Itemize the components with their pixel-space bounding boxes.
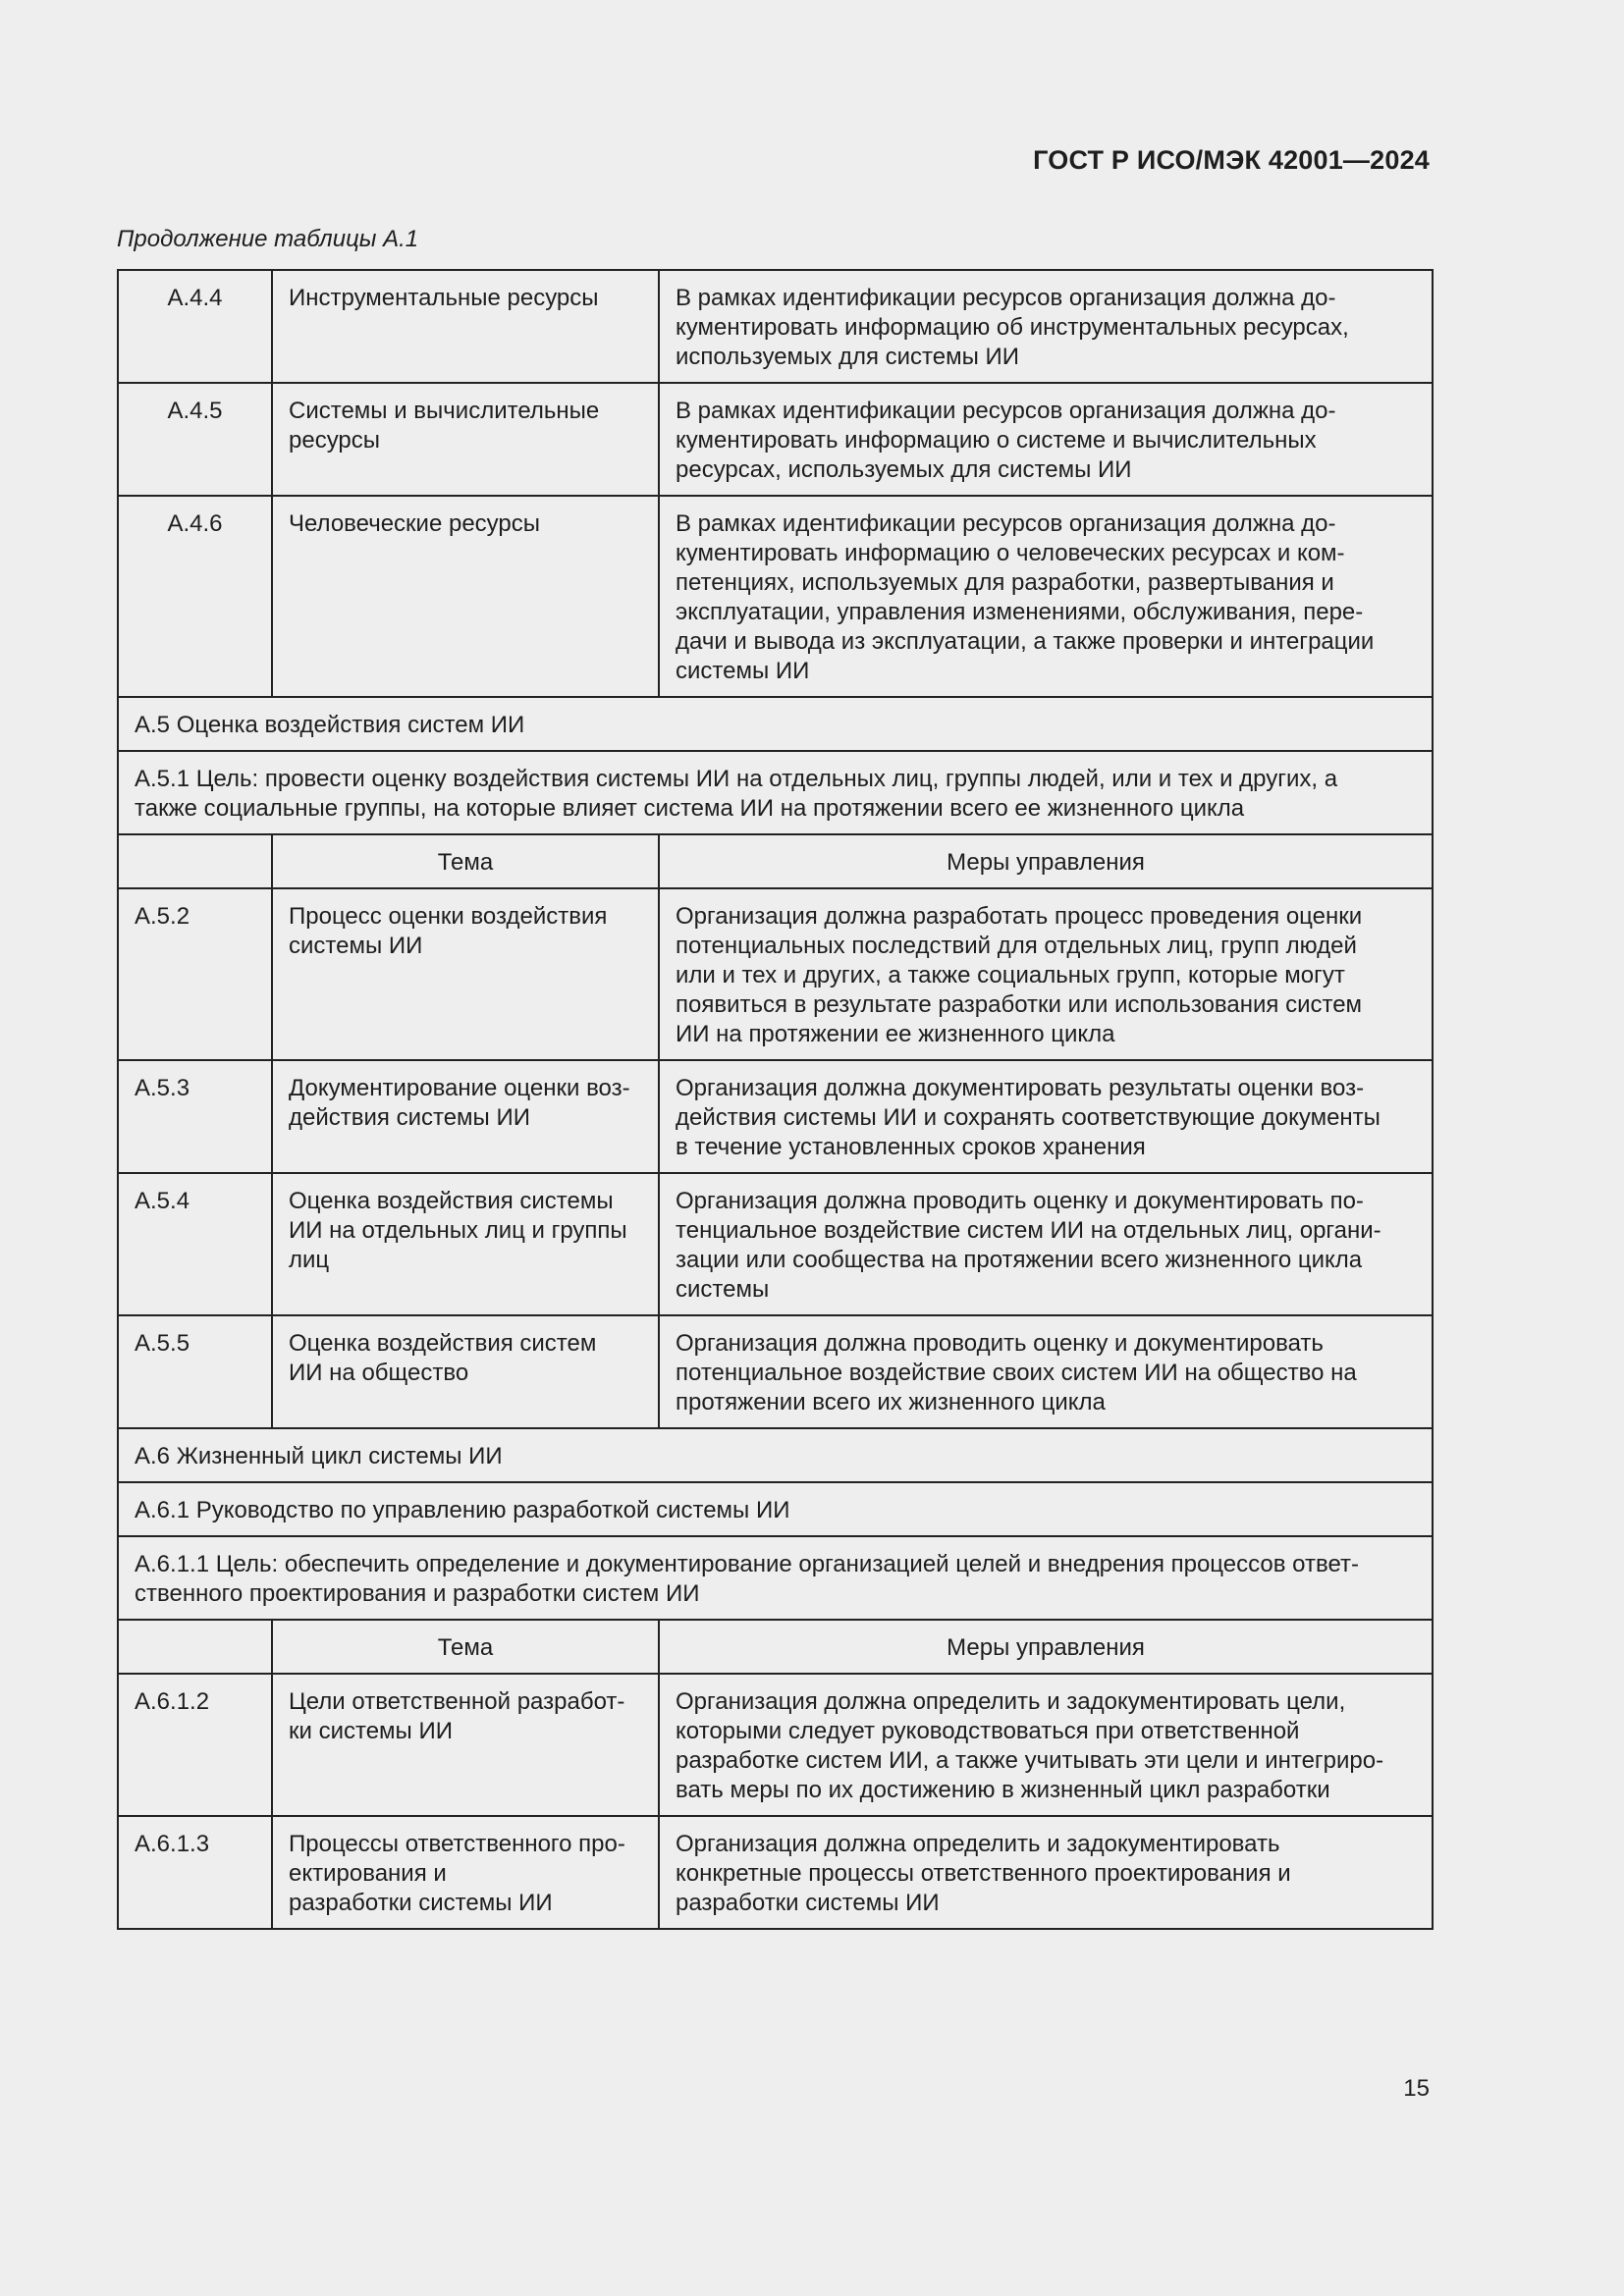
header-empty-cell — [118, 1620, 272, 1674]
control-topic-cell: Инструментальные ресурсы — [272, 270, 659, 383]
table-row — [118, 383, 1433, 496]
table-row — [118, 270, 1433, 383]
column-header-row — [118, 834, 1433, 888]
control-topic-cell: Цели ответственной разработ- ки системы ИИ — [272, 1674, 659, 1816]
controls-table — [117, 269, 1434, 1930]
control-topic-cell: Человеческие ресурсы — [272, 496, 659, 697]
column-header-row — [118, 1620, 1433, 1674]
control-topic-cell: Оценка воздействия системы ИИ на отдельных лиц и группы лиц — [272, 1173, 659, 1315]
control-measure-cell: Организация должна разработать процесс проведения оценки потенциальных последствий для отдельных лиц, групп людей или и тех и других, а также социальных групп, которые могут появиться в результате разработки или использования систем ИИ на протяжении ее жизненного цикла — [659, 888, 1433, 1060]
control-number-cell: А.6.1.2 — [118, 1674, 272, 1816]
table-row — [118, 1674, 1433, 1816]
table-row — [118, 1173, 1433, 1315]
control-number-cell: А.5.2 — [118, 888, 272, 1060]
control-measure-cell: Организация должна документировать результаты оценки воз- действия системы ИИ и сохранять соответствующие документы в течение установленных сроков хранения — [659, 1060, 1433, 1173]
section-row — [118, 1536, 1433, 1620]
section-row — [118, 1482, 1433, 1536]
control-topic-cell: Системы и вычислительные ресурсы — [272, 383, 659, 496]
section-row — [118, 751, 1433, 834]
control-number-cell: А.5.3 — [118, 1060, 272, 1173]
control-topic-cell: Оценка воздействия систем ИИ на общество — [272, 1315, 659, 1428]
header-topic-cell: Тема — [272, 1620, 659, 1674]
section-heading-cell: А.5.1 Цель: провести оценку воздействия системы ИИ на отдельных лиц, группы людей, или и тех и других, а также социальные группы, на которые влияет система ИИ на протяжении всего ее жизненного цикла — [118, 751, 1433, 834]
control-number-cell: А.4.6 — [118, 496, 272, 697]
header-measures-cell: Меры управления — [659, 1620, 1433, 1674]
document-designation: ГОСТ Р ИСО/МЭК 42001—2024 — [1033, 145, 1430, 175]
control-topic-cell: Документирование оценки воз- действия системы ИИ — [272, 1060, 659, 1173]
control-number-cell: А.6.1.3 — [118, 1816, 272, 1929]
control-number-cell: А.5.5 — [118, 1315, 272, 1428]
section-heading-cell: А.6.1.1 Цель: обеспечить определение и документирование организацией целей и внедрения процессов ответ- ственного проектирования и разработки систем ИИ — [118, 1536, 1433, 1620]
control-topic-cell: Процессы ответственного про- ектирования и разработки системы ИИ — [272, 1816, 659, 1929]
control-number-cell: А.5.4 — [118, 1173, 272, 1315]
control-measure-cell: Организация должна определить и задокументировать конкретные процессы ответственного проектирования и разработки системы ИИ — [659, 1816, 1433, 1929]
control-topic-cell: Процесс оценки воздействия системы ИИ — [272, 888, 659, 1060]
control-measure-cell: В рамках идентификации ресурсов организация должна до- кументировать информацию о системе и вычислительных ресурсах, используемых для системы ИИ — [659, 383, 1433, 496]
control-measure-cell: Организация должна проводить оценку и документировать потенциальное воздействие своих систем ИИ на общество на протяжении всего их жизненного цикла — [659, 1315, 1433, 1428]
table-row — [118, 1315, 1433, 1428]
header-measures-cell: Меры управления — [659, 834, 1433, 888]
control-number-cell: А.4.4 — [118, 270, 272, 383]
control-measure-cell: В рамках идентификации ресурсов организация должна до- кументировать информацию о человеческих ресурсах и ком- петенциях, используемых для разработки, развертывания и эксплуатации, управления изменениями, обслуживания, пере- дачи и вывода из эксплуатации, а также проверки и интеграции системы ИИ — [659, 496, 1433, 697]
section-row — [118, 697, 1433, 751]
control-measure-cell: Организация должна определить и задокументировать цели, которыми следует руководствоваться при ответственной разработке систем ИИ, а также учитывать эти цели и интегриро- вать меры по их достижению в жизненный цикл разработки — [659, 1674, 1433, 1816]
section-heading-cell: А.5 Оценка воздействия систем ИИ — [118, 697, 1433, 751]
page-number: 15 — [1403, 2075, 1430, 2102]
header-topic-cell: Тема — [272, 834, 659, 888]
table-row — [118, 1816, 1433, 1929]
table-row — [118, 1060, 1433, 1173]
table-caption: Продолжение таблицы А.1 — [117, 226, 419, 252]
section-heading-cell: А.6 Жизненный цикл системы ИИ — [118, 1428, 1433, 1482]
header-empty-cell — [118, 834, 272, 888]
table-row — [118, 496, 1433, 697]
control-measure-cell: В рамках идентификации ресурсов организация должна до- кументировать информацию об инструментальных ресурсах, используемых для системы ИИ — [659, 270, 1433, 383]
table-row — [118, 888, 1433, 1060]
section-heading-cell: А.6.1 Руководство по управлению разработкой системы ИИ — [118, 1482, 1433, 1536]
control-measure-cell: Организация должна проводить оценку и документировать по- тенциальное воздействие систем ИИ на отдельных лиц, органи- зации или сообщества на протяжении всего жизненного цикла системы — [659, 1173, 1433, 1315]
section-row — [118, 1428, 1433, 1482]
control-number-cell: А.4.5 — [118, 383, 272, 496]
